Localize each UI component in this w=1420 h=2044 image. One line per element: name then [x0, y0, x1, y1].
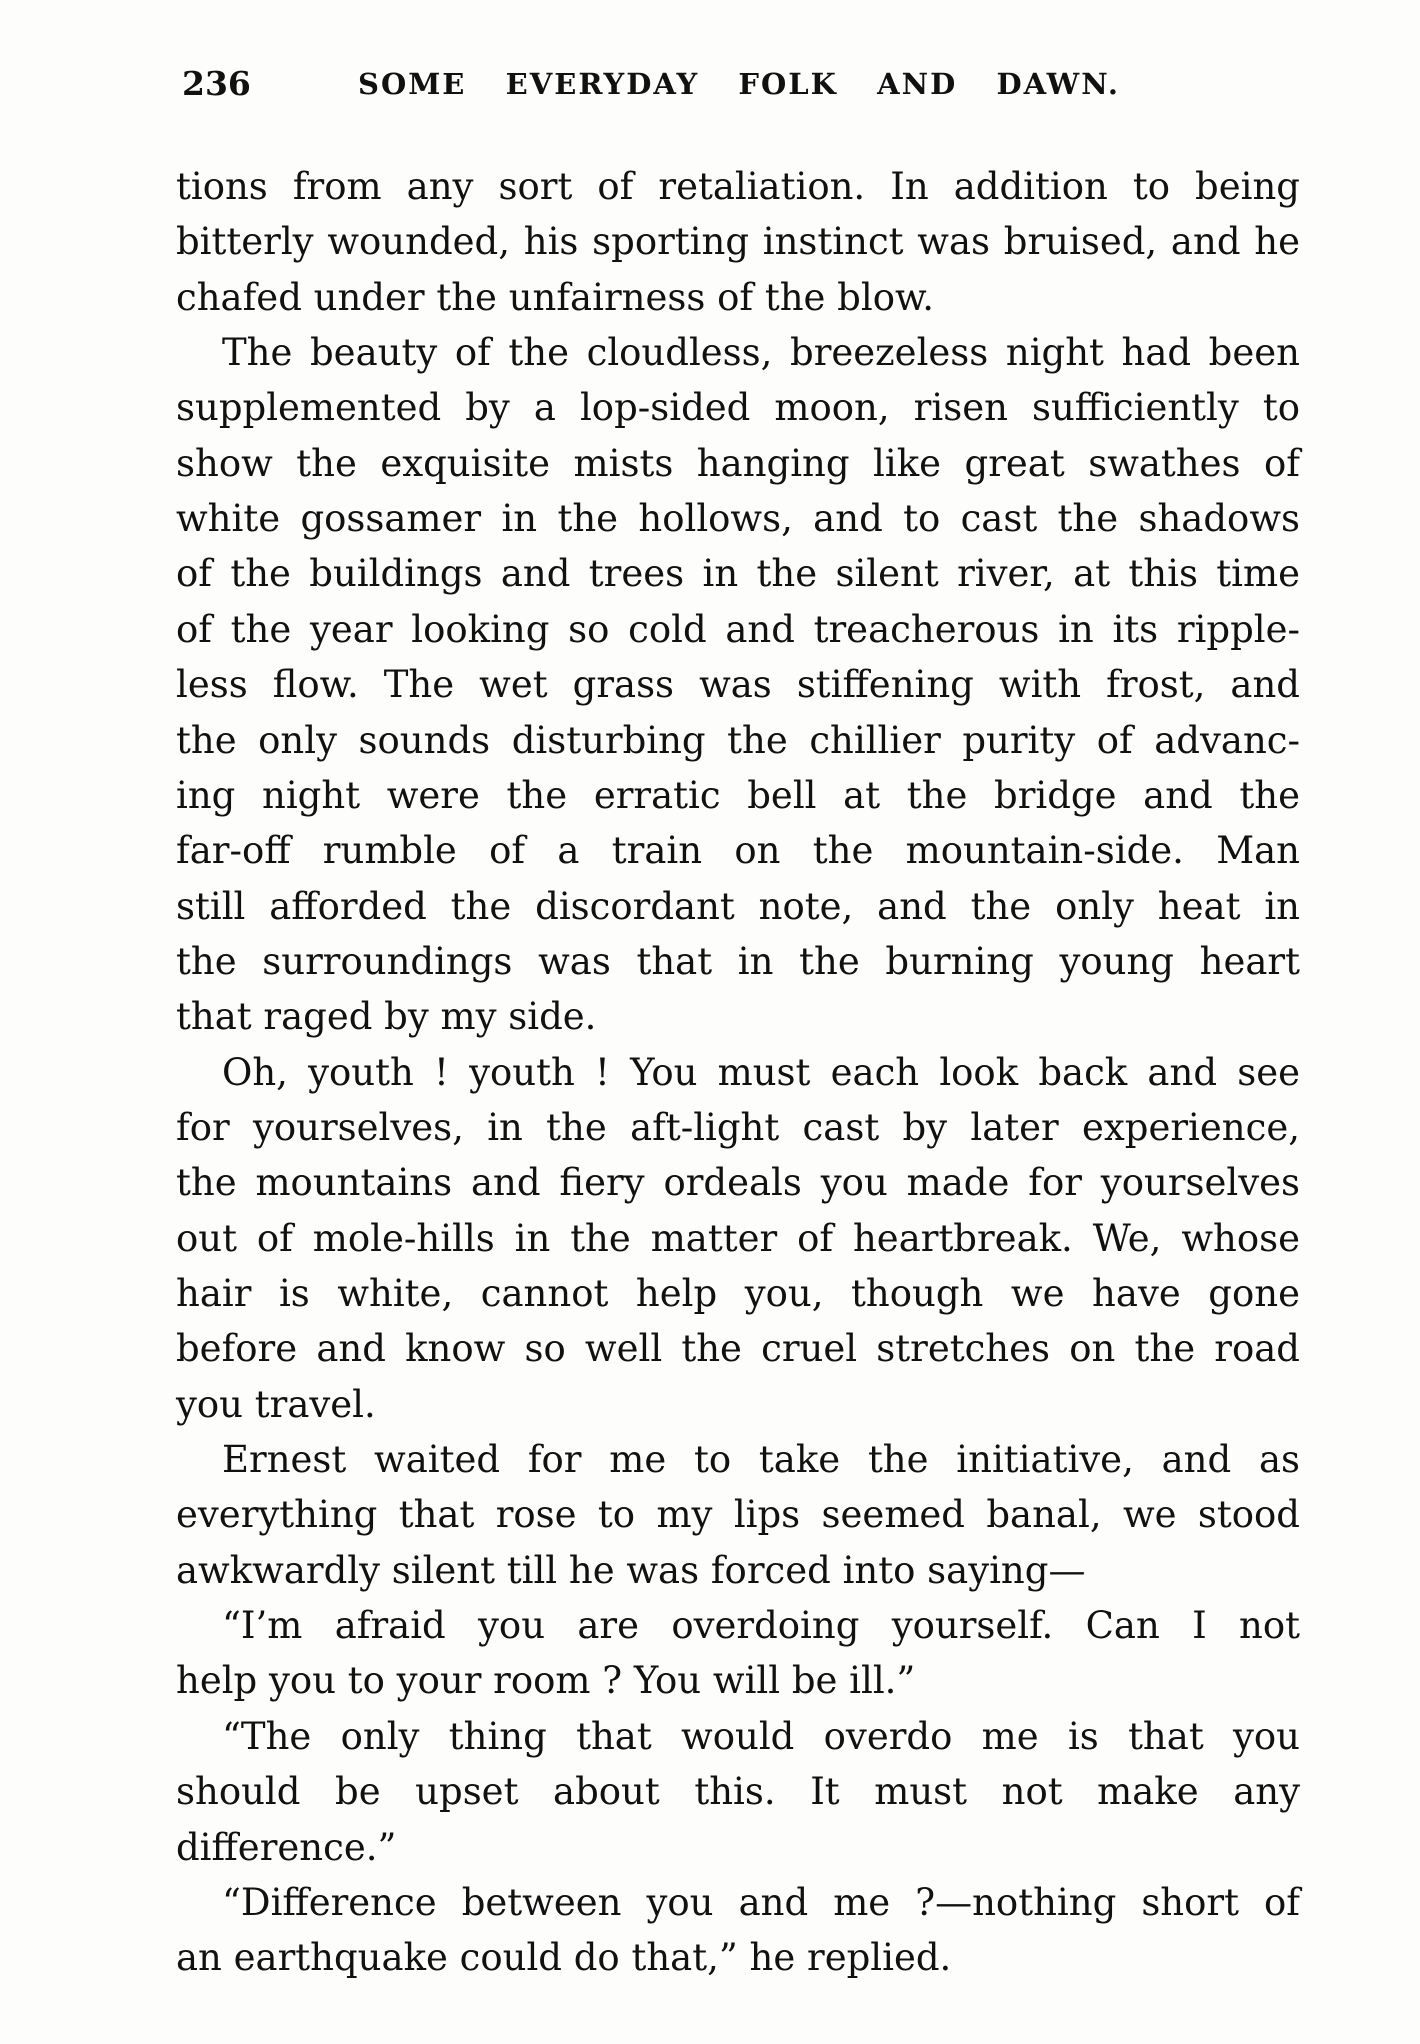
- text-line: before and know so well the cruel stretches on the road: [176, 1327, 1300, 1371]
- text-line: that raged by my side.: [176, 995, 597, 1039]
- running-title: SOME EVERYDAY FOLK AND DAWN.: [358, 67, 1120, 101]
- text-line: less flow. The wet grass was stiffening with frost, and: [176, 663, 1300, 707]
- text-line: supplemented by a lop-sided moon, risen sufficiently to: [176, 386, 1300, 430]
- text-line: difference.”: [176, 1825, 397, 1869]
- text-line: far-off rumble of a train on the mountain-side. Man: [176, 829, 1300, 873]
- text-line: an earthquake could do that,” he replied.: [176, 1936, 952, 1980]
- text-line: “The only thing that would overdo me is that you: [222, 1714, 1300, 1758]
- text-line: show the exquisite mists hanging like great swathes of: [176, 441, 1300, 485]
- text-line: the mountains and fiery ordeals you made for yourselves: [176, 1161, 1300, 1205]
- text-line: “I’m afraid you are overdoing yourself. Can I not: [222, 1604, 1300, 1648]
- text-line: of the buildings and trees in the silent river, at this time: [176, 552, 1300, 596]
- text-line: tions from any sort of retaliation. In addition to being: [176, 165, 1300, 208]
- text-line: chafed under the unfairness of the blow.: [176, 275, 935, 319]
- text-line: ing night were the erratic bell at the bridge and the: [176, 773, 1300, 817]
- text-line: bitterly wounded, his sporting instinct was bruised, and he: [176, 220, 1300, 264]
- text-line: the only sounds disturbing the chillier purity of advanc-: [176, 718, 1300, 762]
- text-line: Oh, youth ! youth ! You must each look back and see: [222, 1050, 1300, 1094]
- page-number: 236: [182, 64, 251, 103]
- text-line: out of mole-hills in the matter of heartbreak. We, whose: [176, 1216, 1300, 1260]
- text-line: still afforded the discordant note, and the only heat in: [176, 884, 1300, 928]
- text-line: awkwardly silent till he was forced into saying—: [176, 1548, 1086, 1592]
- text-line: of the year looking so cold and treacherous in its ripple-: [176, 607, 1300, 651]
- text-line: for yourselves, in the aft-light cast by later experience,: [176, 1105, 1300, 1149]
- text-line: “Difference between you and me ?—nothing short of: [222, 1880, 1300, 1924]
- text-line: everything that rose to my lips seemed banal, we stood: [176, 1493, 1300, 1537]
- text-line: white gossamer in the hollows, and to cast the shadows: [176, 497, 1300, 541]
- text-line: The beauty of the cloudless, breezeless night had been: [222, 331, 1300, 375]
- text-line: should be upset about this. It must not make any: [176, 1770, 1300, 1814]
- text-line: the surroundings was that in the burning young heart: [176, 939, 1300, 983]
- text-line: hair is white, cannot help you, though we have gone: [176, 1272, 1300, 1315]
- text-line: Ernest waited for me to take the initiative, and as: [222, 1438, 1300, 1482]
- text-line: you travel.: [176, 1382, 376, 1426]
- text-line: help you to your room ? You will be ill.”: [176, 1659, 916, 1703]
